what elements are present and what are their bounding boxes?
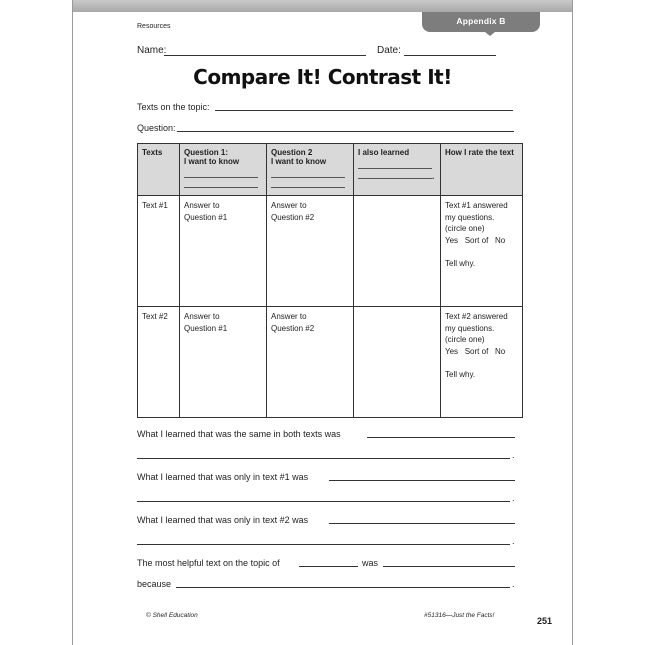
row1-q2-cell[interactable] xyxy=(267,196,354,307)
helpful-prompt-a: The most helpful text on the topic of xyxy=(137,558,280,568)
date-field-line[interactable] xyxy=(404,55,496,56)
row1-learned-cell[interactable] xyxy=(354,196,441,307)
only-text1-line-1[interactable] xyxy=(329,480,515,481)
only-text1-period: . xyxy=(512,493,515,503)
row2-q1-b: Question #1 xyxy=(184,323,228,333)
because-label: because xyxy=(137,579,172,589)
date-label: Date: xyxy=(377,45,401,56)
row1-q1-cell[interactable] xyxy=(180,196,267,307)
row2-q1-a: Answer to xyxy=(184,312,220,321)
same-prompt: What I learned that was the same in both texts was xyxy=(137,429,341,439)
table-header-row xyxy=(138,144,523,196)
only-text2-line-1[interactable] xyxy=(329,523,515,524)
only-text2-line-2[interactable] xyxy=(137,544,510,545)
row1-rate-cell[interactable] xyxy=(441,196,523,307)
row2-q1-cell[interactable] xyxy=(180,307,267,418)
helpful-text-line[interactable] xyxy=(383,566,515,567)
q1-write-line-1[interactable] xyxy=(184,177,258,178)
row2-learned-cell[interactable] xyxy=(354,307,441,418)
row2-q2-b: Question #2 xyxy=(271,323,315,333)
header-q2-line2: I want to know xyxy=(271,157,327,166)
only-text2-prompt: What I learned that was only in text #2 was xyxy=(137,515,309,525)
footer-book: #51316—Just the Facts! xyxy=(424,612,495,619)
row1-rate-c: (circle one) xyxy=(445,224,485,233)
because-period: . xyxy=(512,579,515,589)
q2-write-line-2[interactable] xyxy=(271,187,345,188)
row2-text: Text #2 xyxy=(138,307,180,418)
row2-q2-cell[interactable] xyxy=(267,307,354,418)
only-text1-line-2[interactable] xyxy=(137,501,510,502)
helpful-prompt-b: was xyxy=(362,558,379,568)
page-background-left xyxy=(0,0,73,645)
page-edge-right xyxy=(572,0,573,645)
same-line-1[interactable] xyxy=(367,437,515,438)
question-line[interactable] xyxy=(177,131,514,132)
row2-rate-options[interactable]: Yes Sort of No xyxy=(445,346,506,356)
learned-write-line-2[interactable] xyxy=(358,178,432,179)
row2-rate-cell[interactable] xyxy=(441,307,523,418)
question-label: Question: xyxy=(137,123,176,133)
name-field-line[interactable] xyxy=(164,55,366,56)
row1-q2-b: Question #2 xyxy=(271,212,315,222)
header-learned-label: I also learned xyxy=(358,148,410,157)
only-text1-prompt: What I learned that was only in text #1 was xyxy=(137,472,309,482)
header-question-1 xyxy=(180,144,267,196)
row2-rate-tell-why: Tell why. xyxy=(445,370,476,379)
header-texts-label: Texts xyxy=(142,148,163,157)
row2-rate-b: my questions. xyxy=(445,323,495,333)
row1-q1-a: Answer to xyxy=(184,201,220,210)
header-q1-line1: Question 1: xyxy=(184,148,229,157)
row1-q1-b: Question #1 xyxy=(184,212,228,222)
appendix-tab-notch xyxy=(485,32,495,36)
header-rate-label: How I rate the text xyxy=(445,148,514,157)
header-q1-line2: I want to know xyxy=(184,157,240,166)
worksheet-title: Compare It! Contrast It! xyxy=(193,65,452,89)
q1-write-line-2[interactable] xyxy=(184,187,258,188)
texts-on-topic-label: Texts on the topic: xyxy=(137,102,210,112)
compare-table xyxy=(137,143,523,418)
helpful-topic-line[interactable] xyxy=(299,566,358,567)
page-edge-left xyxy=(72,0,73,645)
table-row xyxy=(138,196,523,307)
row1-rate-a: Text #1 answered xyxy=(445,201,508,210)
table-row xyxy=(138,307,523,418)
header-rate xyxy=(441,144,523,196)
section-label: Resources xyxy=(137,23,171,30)
footer-publisher: © Shell Education xyxy=(146,612,198,619)
same-line-2[interactable] xyxy=(137,458,510,459)
learned-period: . xyxy=(432,172,435,181)
header-texts xyxy=(138,144,180,196)
q2-write-line-1[interactable] xyxy=(271,177,345,178)
header-bar xyxy=(73,0,572,12)
appendix-tab-label: Appendix B xyxy=(456,16,506,26)
header-question-2 xyxy=(267,144,354,196)
row2-q2-a: Answer to xyxy=(271,312,307,321)
page-number: 251 xyxy=(537,616,553,626)
row1-rate-b: my questions. xyxy=(445,212,495,222)
header-also-learned xyxy=(354,144,441,196)
appendix-tab xyxy=(422,12,540,32)
row1-rate-options[interactable]: Yes Sort of No xyxy=(445,235,506,245)
row1-rate-tell-why: Tell why. xyxy=(445,259,476,268)
texts-on-topic-line[interactable] xyxy=(215,110,513,111)
same-period: . xyxy=(512,450,515,460)
row1-text: Text #1 xyxy=(138,196,180,307)
because-line[interactable] xyxy=(176,587,510,588)
row2-rate-c: (circle one) xyxy=(445,335,485,344)
row2-rate-a: Text #2 answered xyxy=(445,312,508,321)
header-q2-line1: Question 2 xyxy=(271,148,313,157)
row1-q2-a: Answer to xyxy=(271,201,307,210)
name-label: Name: xyxy=(137,45,167,56)
only-text2-period: . xyxy=(512,536,515,546)
